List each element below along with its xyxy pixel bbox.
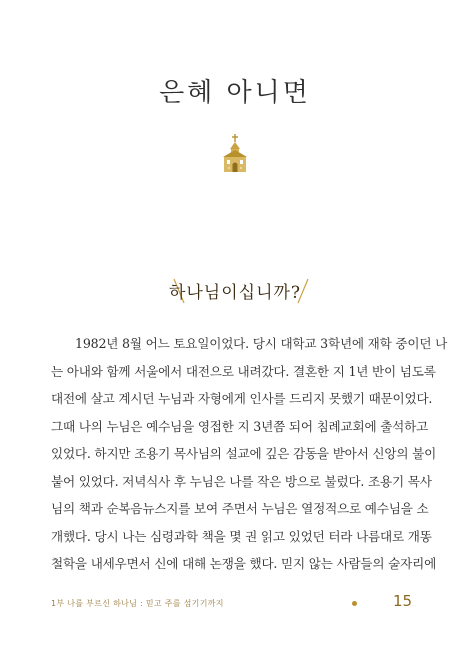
church-icon bbox=[221, 133, 249, 173]
body-text bbox=[51, 330, 448, 578]
body-line: 는 아내와 함께 서울에서 대전으로 내려갔다. 결혼한 지 1년 반이 넘도록 bbox=[51, 363, 436, 379]
body-line: 1982년 8월 어느 토요일이었다. 당시 대학교 3학년에 재학 중이던 나 bbox=[75, 336, 448, 351]
running-title: 1부 나를 부르신 하나님 : 믿고 주를 섬기기까지 bbox=[51, 599, 224, 608]
body-line: 철학을 내세우면서 신에 대해 논쟁을 했다. 믿지 않는 사람들의 술자리에 bbox=[51, 556, 437, 571]
body-line: 있었다. 하지만 조용기 목사님의 설교에 깊은 감동을 받아서 신앙의 불이 bbox=[51, 446, 437, 461]
body-line: 개했다. 당시 나는 심령과학 책을 몇 권 읽고 있었던 터라 나름대로 개똥 bbox=[51, 528, 432, 544]
chapter-title: 은혜 아니면 bbox=[159, 78, 311, 108]
section-heading: 하나님이십니까? bbox=[168, 283, 302, 303]
slash-right-icon bbox=[296, 276, 310, 306]
section-heading-block bbox=[0, 276, 470, 306]
body-line: 대전에 살고 계시던 누님과 자형에게 인사를 드리지 못했기 때문이었다. bbox=[51, 391, 433, 406]
body-line: 그때 나의 누님은 예수님을 영접한 지 3년쯤 되어 침례교회에 출석하고 bbox=[51, 418, 429, 434]
body-line: 님의 책과 순복음뉴스지를 보여 주면서 누님은 열정적으로 예수님을 소 bbox=[51, 501, 429, 516]
footer-dot-icon bbox=[352, 601, 357, 606]
body-line: 붙어 있었다. 저녁식사 후 누님은 나를 작은 방으로 불렀다. 조용기 목사 bbox=[51, 473, 432, 489]
page-number: 15 bbox=[393, 592, 413, 610]
